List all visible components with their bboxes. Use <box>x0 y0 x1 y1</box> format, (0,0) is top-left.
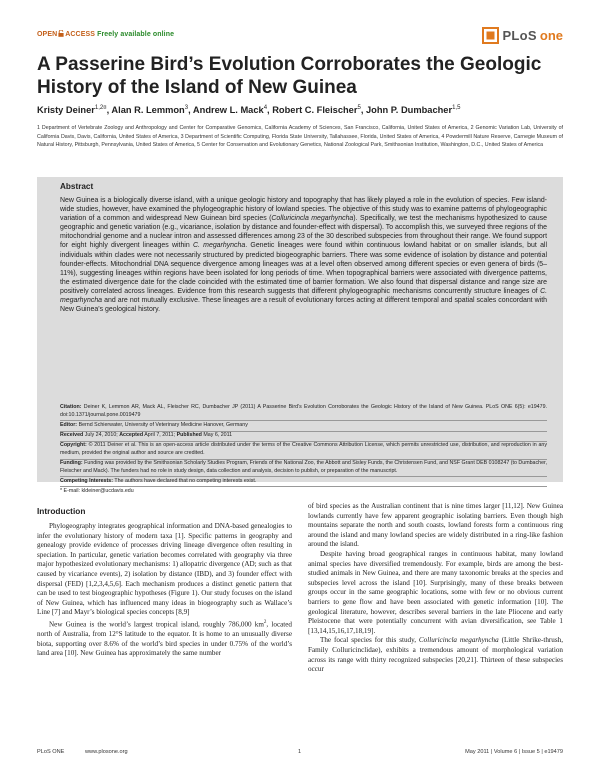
species-name: C. megarhyncha <box>60 287 547 305</box>
dates: Received July 24, 2010; Accepted April 7, 2011; Published May 6, 2011 <box>60 432 233 438</box>
abstract-heading: Abstract <box>60 182 94 191</box>
corresponding-email: * E-mail: kldeiner@ucdavis.edu <box>60 488 134 494</box>
journal-header <box>37 26 563 46</box>
species-name: C. megarhyncha <box>192 242 246 250</box>
editor: Editor: Bernd Schierwater, University of Veterinary Medicine Hanover, Germany <box>60 422 248 428</box>
paragraph: of bird species as the Australian continent that is nine times larger [11,12]. New Guinea lowlands currently have few apparent geographic isolating barriers. Even though high mountains separate the north and south coasts, lowland forests form a continuous ring around the island and many lowland species are widely distributed in a ring-like fashion around the island. <box>308 502 563 549</box>
paragraph: Despite having broad geographical ranges in continuous habitat, many lowland animal species have diversified tremendously. For example, birds are among the best-studied animals in New Guinea, and there are many taxonomic breaks at the species and subspecies level across the island [10]. Surprisingly, many of these breaks between groups occur in the same geographic locations, some with few or no obvious current barriers to gene flow and have been associated with genetic information [10]. The geological literature, however, describes several barriers in the late Pliocene and early Pleistocene that were potentially concurrent with avian diversification, see Table 1 [13,14,15,16,17,18,19]. <box>308 549 563 635</box>
freely-available-label: Freely available online <box>97 31 175 38</box>
divider <box>60 420 547 421</box>
logo-one-text: one <box>539 27 563 43</box>
author: Robert C. Fleischer$^5$, <box>272 105 366 116</box>
citation: Citation: Deiner K, Lemmon AR, Mack AL, Fleischer RC, Dumbacher JP (2011) A Passerine Bird’s Evolution Corroborates the Geologic History of the Island of New Guinea. PLoS ONE 6(5): e19479. doi:10.1371/journal.pone.0019479 <box>60 404 547 418</box>
page-number: 1 <box>298 749 302 755</box>
species-name: Colluricincla megarhyncha <box>418 636 499 645</box>
affiliations: 1 Department of Vertebrate Zoology and Anthropology and Center for Comparative Genomics, California Academy of Sciences, San Francisco, California, United States of America, 2 Genomic Variation Lab, University of California Davis, Davis, California, United States of America, 3 Department of Scientific Computing, Florida State University, Tallahassee, Florida, United States of America, 4 Powdermill Nature Reserve, Carnegie Museum of Natural History, Pittsburgh, Pennsylvania, United States of America, 5 Center for Conservation and Evolutionary Genetics, National Zoological Park, Smithsonian Institution, Washington, D.C., United States of America <box>37 125 563 149</box>
left-column <box>37 522 292 659</box>
plos-logo-icon <box>482 27 499 44</box>
paragraph: Phylogeography integrates geographical information and DNA-based genealogies to infer the evolutionary history of modern taxa [1]. Specific patterns in geography and genealogy provide evidence of processes driving lineage divergence often resulting in speciation. In particular, genetic variation becomes correlated with geography via three major hypothesized evolutionary mechanisms: 1) allopatric divergence (AD; such as that caused by vicariance events), 2) isolation by distance (IBD), and 3) founder effect with dispersal (FED) [1,2,3,4,5,6]. Each mechanism produces a distinct genetic pattern that can be used to test biogeographic hypotheses (Figure 1). Our study focuses on the island of New Guinea, which has influenced many ideas in biogeography such as Wallace’s Line [7] and Mayr’s biological species concepts [8,9] <box>37 522 292 617</box>
paragraph: The focal species for this study, Colluricincla megarhyncha (Little Shrike-thrush, Family Colluricinclidae), exhibits a tremendous amount of morphological variation across its range with thirty recognized subspecies [20,21]. Thirteen of these subspecies occur <box>308 636 563 674</box>
open-access-label <box>37 30 174 38</box>
footer-journal: PLoS ONE <box>37 749 65 755</box>
page-footer <box>37 749 563 761</box>
open-access-word-access: ACCESS <box>65 31 96 38</box>
plos-one-logo <box>482 26 563 44</box>
abstract-text: New Guinea is a biologically diverse island, with a unique geologic history and topography that has likely played a role in the evolution of species. Few island-wide studies, however, have examined the phylogeographic history of lowland species. The objective of this study was to examine patterns of phylogeographic variation of a common and widespread New Guinean bird species (Colluricincla megarhyncha). Specifically, we test the mechanisms hypothesized to cause geographic and genetic variation (e.g., vicariance, isolation by distance and founder-effect with dispersal). To accomplish this, we surveyed three regions of the mitochondrial genome and a nuclear intron and assessed differences among 23 of the 30 described subspecies from throughout their range. We found support for eight highly divergent lineages within C. megarhyncha. Genetic lineages were found within continuous lowland habitat or on smaller islands, but all individuals within clades were not necessarily structured by predicted biogeographic barriers. There was some evidence of isolation by distance and potential founder-effects. Mitochondrial DNA sequence divergence among lineages was at a level often observed among different species or even genera of birds (5–11%), suggesting lineages within regions have been isolated for long periods of time. When topographical barriers were associated with divergence patterns, the estimated divergence date for the clade coincided with the estimated time of barrier formation. We also found that dispersal distance and range size are positively correlated across lineages. Evidence from this research suggests that different phylogeographic mechanisms concurrently structure lineages of C. megarhyncha and are not mutually exclusive. These lineages are a result of evolutionary forces acting at different temporal and spatial scales concordant with New Guinea’s geological history. <box>60 197 548 314</box>
right-column <box>308 502 563 675</box>
author-list <box>37 105 563 115</box>
introduction-heading: Introduction <box>37 506 86 516</box>
logo-plos-text: PLoS <box>502 27 537 43</box>
footer-issue: May 2011 | Volume 6 | Issue 5 | e19479 <box>465 749 563 755</box>
author: Kristy Deiner$^{1,2¤}$, <box>37 105 112 116</box>
species-name: Colluricincla megarhyncha <box>271 215 354 223</box>
author: Alan R. Lemmon$^3$, <box>111 105 193 116</box>
divider <box>60 486 547 487</box>
copyright: Copyright: © 2011 Deiner et al. This is an open-access article distributed under the terms of the Creative Commons Attribution License, which permits unrestricted use, distribution, and reproduction in any medium, provided the original author and source are credited. <box>60 442 547 456</box>
author: Andrew L. Mack$^4$, <box>192 105 273 116</box>
footer-site: www.plosone.org <box>85 749 128 755</box>
open-access-word-open: OPEN <box>37 31 58 38</box>
open-lock-icon <box>58 30 64 37</box>
funding: Funding: Funding was provided by the Smithsonian Scholarly Studies Program, Friends of the National Zoo, the Abbott and Sisley Funds, the Christensen Fund, and NSF Grant DEB 0108247 (to Dumbacher, Fleischer and Mack). The funders had no role in study design, data collection and analysis, decision to publish, or preparation of the manuscript. <box>60 460 547 474</box>
paragraph: New Guinea is the world’s largest tropical island, roughly 786,000 $km^2$, located north of Australia, from 12°S latitude to the equator. It is home to an unusually diverse biota, supporting over 8.6% of the world’s bird species in under 0.75% of the world’s land area [10]. New Guinea has approximately the same number <box>37 619 293 658</box>
article-title: A Passerine Bird’s Evolution Corroborates the Geologic History of the Island of New Guinea <box>37 54 542 98</box>
author: John P. Dumbacher$^{1,5}$ <box>365 105 461 116</box>
competing-interests: Competing Interests: The authors have declared that no competing interests exist. <box>60 477 257 484</box>
